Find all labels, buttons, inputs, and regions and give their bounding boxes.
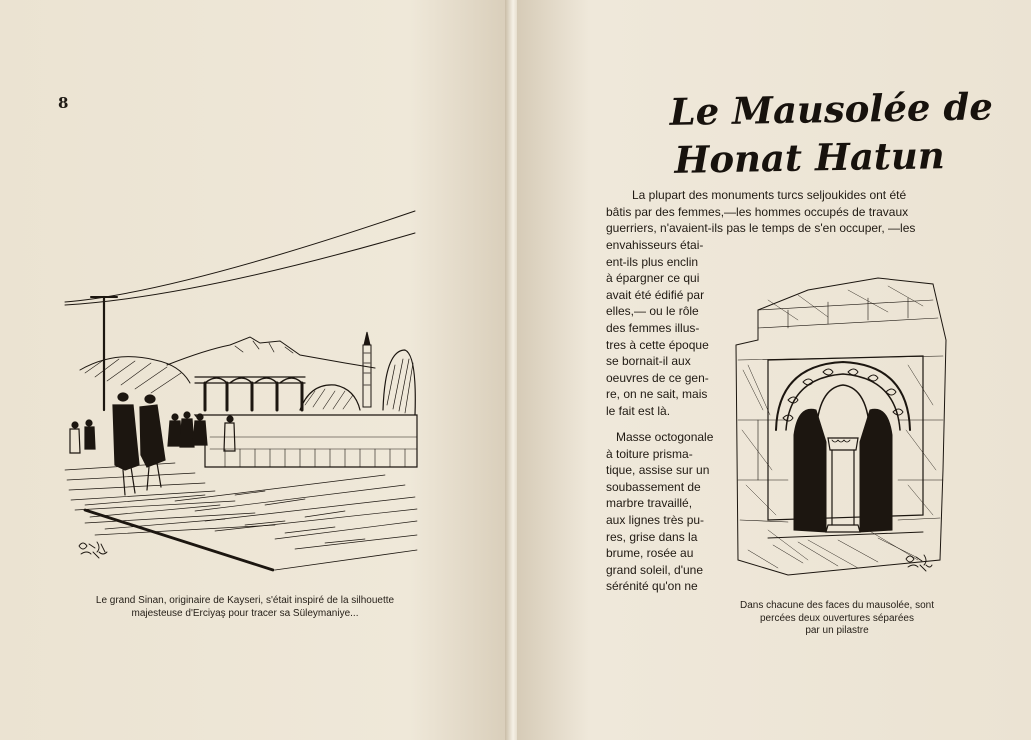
text-line: tres à cette époque (606, 337, 709, 352)
text-line: grand soleil, d'une (606, 562, 704, 577)
text-line: sérénité qu'on ne (606, 579, 698, 594)
text-line: aux lignes très pu- (606, 512, 705, 527)
page-number: 8 (58, 94, 69, 112)
text-line: ent-ils plus enclin (606, 254, 699, 269)
text-line: brume, rosée au (606, 546, 694, 561)
kayseri-street-illustration (55, 205, 425, 580)
mausoleum-window-illustration (728, 270, 953, 580)
paragraph-1-intro (606, 187, 956, 237)
title-line: Le Mausolée de (669, 84, 994, 134)
text-line: le fait est là. (606, 403, 671, 418)
text-line: des femmes illus- (606, 320, 700, 335)
paragraph-2-column (606, 429, 718, 595)
caption-line: par un pilastre (805, 625, 869, 636)
left-page (0, 0, 512, 740)
text-line: tique, assise sur un (606, 463, 710, 478)
caption-line: percées deux ouvertures séparées (760, 612, 914, 624)
text-line: oeuvres de ce gen- (606, 370, 709, 385)
text-line: à toiture prisma- (606, 446, 693, 461)
text-line: res, grise dans la (606, 529, 698, 544)
chapter-title (669, 84, 994, 184)
caption-line: Le grand Sinan, originaire de Kayseri, s'était inspiré de la silhouette (95, 595, 395, 606)
paragraph-1-column (606, 237, 718, 420)
text-line: Masse octogonale (616, 430, 714, 444)
text-line: elles,— ou le rôle (606, 304, 699, 319)
caption-line: Dans chacune des faces du mausolée, sont (739, 600, 934, 611)
text-line: avait été édifié par (606, 287, 705, 302)
text-line: La plupart des monuments turcs seljoukides ont été (632, 188, 907, 202)
text-line: re, on ne sait, mais (606, 387, 708, 402)
text-line: guerriers, n'avaient-ils pas le temps de s'en occuper, —les (606, 221, 916, 236)
title-line: Honat Hatun (674, 133, 946, 182)
text-line: envahisseurs étai- (606, 238, 704, 252)
text-line: marbre travaillé, (606, 496, 693, 511)
right-illustration-caption (722, 600, 952, 638)
text-line: se bornait-il aux (606, 354, 691, 369)
text-line: à épargner ce qui (606, 271, 700, 286)
text-line: bâtis par des femmes,—les hommes occupés de travaux (606, 204, 909, 219)
caption-line: majesteuse d'Erciyaş pour tracer sa Süleymaniye... (131, 608, 359, 619)
left-illustration-caption (60, 594, 430, 620)
text-line: soubassement de (606, 479, 701, 494)
